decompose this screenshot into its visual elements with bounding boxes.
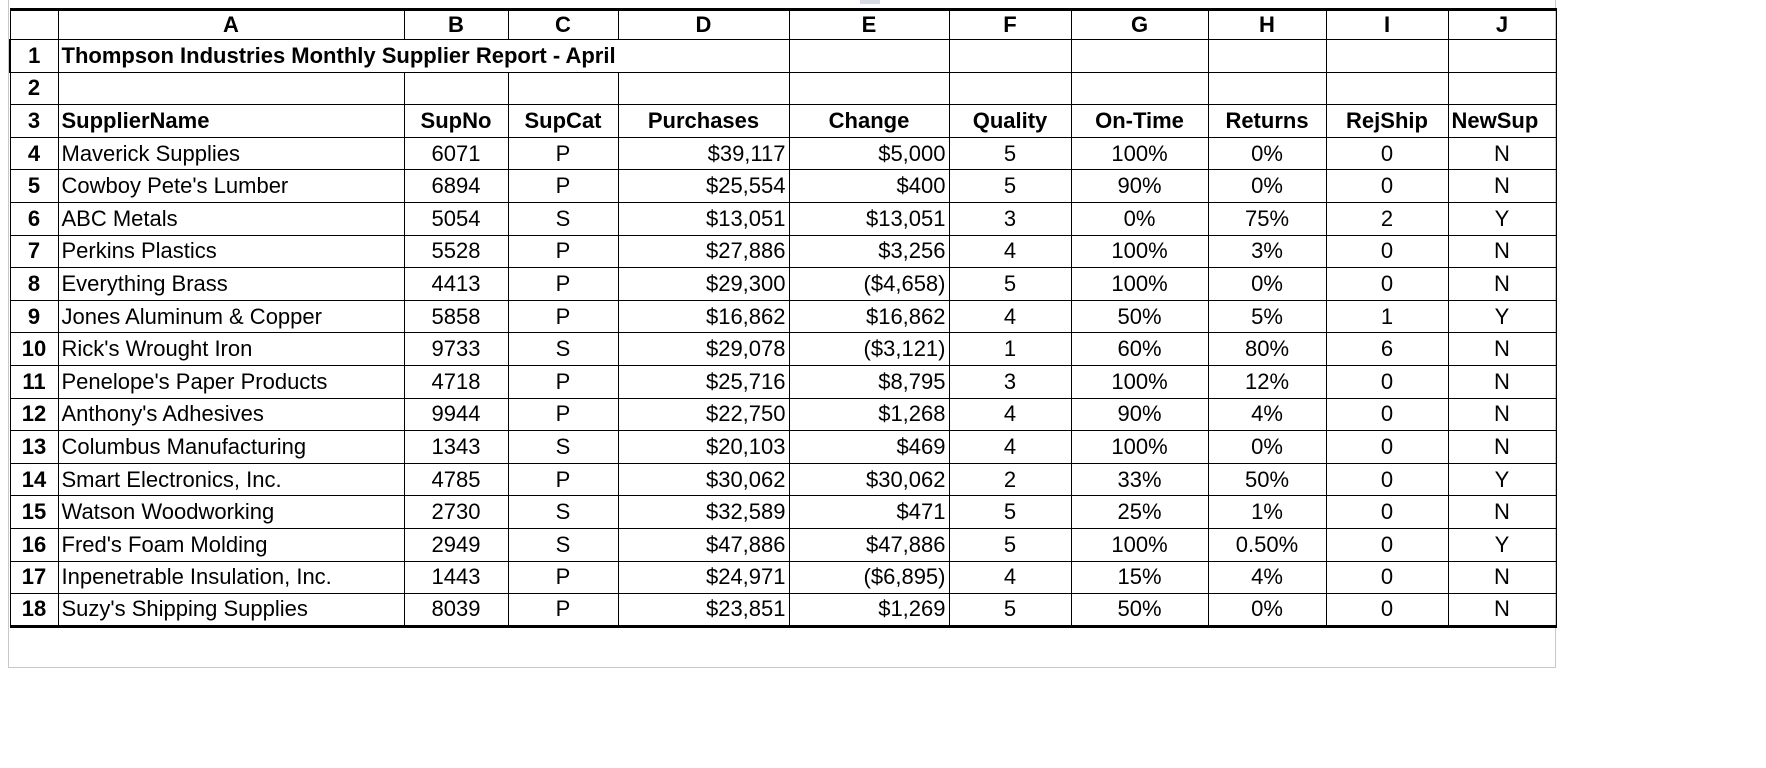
row-header[interactable]: 16 [10, 528, 58, 561]
table-cell[interactable] [949, 40, 1071, 73]
table-cell[interactable]: 33% [1071, 463, 1208, 496]
row-header[interactable]: 17 [10, 561, 58, 594]
header-row [10, 105, 1556, 138]
table-cell[interactable]: 4 [949, 398, 1071, 431]
table-cell[interactable]: N [1448, 594, 1556, 627]
table-cell[interactable]: 5858 [404, 300, 508, 333]
row-header[interactable]: 11 [10, 365, 58, 398]
table-cell[interactable]: Inpenetrable Insulation, Inc. [58, 561, 404, 594]
table-cell[interactable]: 1343 [404, 431, 508, 464]
table-cell[interactable]: Y [1448, 528, 1556, 561]
table-cell[interactable]: 12% [1208, 365, 1326, 398]
table-cell[interactable]: 8039 [404, 594, 508, 627]
table-cell[interactable]: Cowboy Pete's Lumber [58, 170, 404, 203]
table-cell[interactable]: 9733 [404, 333, 508, 366]
table-cell[interactable]: 4% [1208, 398, 1326, 431]
table-cell[interactable]: S [508, 431, 618, 464]
table-cell[interactable]: 4 [949, 561, 1071, 594]
table-cell[interactable]: 6894 [404, 170, 508, 203]
table-cell[interactable]: P [508, 398, 618, 431]
table-cell[interactable]: 0% [1208, 137, 1326, 170]
table-cell[interactable]: 5 [949, 496, 1071, 529]
table-row [10, 268, 1556, 301]
table-cell[interactable]: $24,971 [618, 561, 789, 594]
table-cell[interactable]: 4 [949, 431, 1071, 464]
window-tab-marker [860, 0, 880, 4]
table-cell[interactable]: $32,589 [618, 496, 789, 529]
column-header[interactable]: A [58, 10, 404, 40]
row-header[interactable]: 2 [10, 72, 58, 105]
row-header[interactable]: 9 [10, 300, 58, 333]
table-cell[interactable]: $25,554 [618, 170, 789, 203]
table-cell[interactable]: $29,078 [618, 333, 789, 366]
table-cell[interactable] [508, 72, 618, 105]
table-cell[interactable]: 5 [949, 594, 1071, 627]
table-cell[interactable]: 0 [1326, 528, 1448, 561]
table-cell[interactable] [1071, 40, 1208, 73]
table-cell[interactable]: 4% [1208, 561, 1326, 594]
table-row [10, 300, 1556, 333]
table-cell[interactable]: $39,117 [618, 137, 789, 170]
table-cell[interactable]: $469 [789, 431, 949, 464]
table-row [10, 496, 1556, 529]
table-cell[interactable] [404, 72, 508, 105]
table-cell[interactable]: Rick's Wrought Iron [58, 333, 404, 366]
table-cell[interactable]: Maverick Supplies [58, 137, 404, 170]
table-cell[interactable]: $23,851 [618, 594, 789, 627]
table-cell[interactable]: 0 [1326, 365, 1448, 398]
table-cell[interactable]: 0 [1326, 431, 1448, 464]
table-cell[interactable]: S [508, 202, 618, 235]
table-cell[interactable]: P [508, 365, 618, 398]
table-cell[interactable] [58, 72, 404, 105]
row-header[interactable]: 5 [10, 170, 58, 203]
header-cell[interactable]: Purchases [618, 105, 789, 138]
table-cell[interactable]: $8,795 [789, 365, 949, 398]
table-cell[interactable]: 5% [1208, 300, 1326, 333]
table-cell[interactable]: 100% [1071, 365, 1208, 398]
table-cell[interactable]: 50% [1071, 300, 1208, 333]
table-cell[interactable] [789, 40, 949, 73]
table-cell[interactable]: ABC Metals [58, 202, 404, 235]
table-row [10, 170, 1556, 203]
table-cell[interactable]: P [508, 594, 618, 627]
table-cell[interactable]: N [1448, 235, 1556, 268]
table-cell[interactable] [1071, 72, 1208, 105]
table-cell[interactable]: 5 [949, 268, 1071, 301]
table-cell[interactable]: ($6,895) [789, 561, 949, 594]
header-cell[interactable]: Quality [949, 105, 1071, 138]
table-cell[interactable]: 5528 [404, 235, 508, 268]
table-cell[interactable]: $27,886 [618, 235, 789, 268]
table-cell[interactable]: $13,051 [618, 202, 789, 235]
row-header[interactable]: 3 [10, 105, 58, 138]
table-cell[interactable]: 4 [949, 235, 1071, 268]
table-cell[interactable]: $25,716 [618, 365, 789, 398]
row-header[interactable]: 8 [10, 268, 58, 301]
table-cell[interactable]: P [508, 137, 618, 170]
table-cell[interactable]: 0 [1326, 398, 1448, 431]
row-header[interactable]: 12 [10, 398, 58, 431]
table-cell[interactable]: 2949 [404, 528, 508, 561]
column-header[interactable]: F [949, 10, 1071, 40]
table-cell[interactable]: $1,269 [789, 594, 949, 627]
table-cell[interactable]: N [1448, 561, 1556, 594]
table-cell[interactable]: 15% [1071, 561, 1208, 594]
table-cell[interactable]: 2 [949, 463, 1071, 496]
table-cell[interactable]: P [508, 268, 618, 301]
table-cell[interactable]: 0% [1208, 594, 1326, 627]
row-header[interactable]: 13 [10, 431, 58, 464]
table-cell[interactable]: 80% [1208, 333, 1326, 366]
table-cell[interactable]: $47,886 [789, 528, 949, 561]
table-cell[interactable] [1326, 40, 1448, 73]
table-cell[interactable]: 0% [1208, 170, 1326, 203]
table-row [10, 202, 1556, 235]
table-cell[interactable]: $29,300 [618, 268, 789, 301]
table-cell[interactable]: 6 [1326, 333, 1448, 366]
table-cell[interactable]: Y [1448, 463, 1556, 496]
table-cell[interactable] [949, 72, 1071, 105]
row-header[interactable]: 4 [10, 137, 58, 170]
row-header[interactable]: 15 [10, 496, 58, 529]
table-cell[interactable]: N [1448, 431, 1556, 464]
table-cell[interactable]: Anthony's Adhesives [58, 398, 404, 431]
table-cell[interactable]: $30,062 [789, 463, 949, 496]
row-header[interactable]: 6 [10, 202, 58, 235]
table-cell[interactable]: 0 [1326, 235, 1448, 268]
table-cell[interactable]: Y [1448, 300, 1556, 333]
table-cell[interactable]: 0 [1326, 268, 1448, 301]
column-header[interactable]: H [1208, 10, 1326, 40]
select-all-corner[interactable] [10, 10, 58, 40]
column-header[interactable]: C [508, 10, 618, 40]
table-cell[interactable]: 60% [1071, 333, 1208, 366]
report-title-cell[interactable]: Thompson Industries Monthly Supplier Report - April [58, 40, 789, 73]
table-cell[interactable]: 1% [1208, 496, 1326, 529]
table-cell[interactable]: $471 [789, 496, 949, 529]
table-cell[interactable]: P [508, 463, 618, 496]
column-header[interactable]: D [618, 10, 789, 40]
table-cell[interactable]: $16,862 [789, 300, 949, 333]
table-cell[interactable]: Watson Woodworking [58, 496, 404, 529]
table-cell[interactable]: P [508, 235, 618, 268]
table-cell[interactable]: 0% [1208, 431, 1326, 464]
table-cell[interactable]: 0% [1071, 202, 1208, 235]
table-row [10, 463, 1556, 496]
table-cell[interactable]: Penelope's Paper Products [58, 365, 404, 398]
table-cell[interactable]: 5054 [404, 202, 508, 235]
row-header[interactable]: 1 [10, 40, 58, 73]
table-cell[interactable]: N [1448, 496, 1556, 529]
table-cell[interactable]: 5 [949, 528, 1071, 561]
table-cell[interactable]: 4 [949, 300, 1071, 333]
table-cell[interactable]: $20,103 [618, 431, 789, 464]
table-cell[interactable]: $400 [789, 170, 949, 203]
table-row [10, 333, 1556, 366]
table-cell[interactable]: 3 [949, 202, 1071, 235]
table-row [10, 561, 1556, 594]
table-cell[interactable]: N [1448, 333, 1556, 366]
table-cell[interactable]: P [508, 170, 618, 203]
table-cell[interactable]: N [1448, 398, 1556, 431]
header-cell[interactable]: SupplierName [58, 105, 404, 138]
column-header[interactable]: B [404, 10, 508, 40]
table-cell[interactable] [1208, 72, 1326, 105]
row-header[interactable]: 7 [10, 235, 58, 268]
row-header[interactable]: 18 [10, 594, 58, 627]
table-cell[interactable]: P [508, 561, 618, 594]
table-cell[interactable]: 0 [1326, 170, 1448, 203]
table-cell[interactable]: Smart Electronics, Inc. [58, 463, 404, 496]
table-cell[interactable] [1448, 72, 1556, 105]
column-header[interactable]: G [1071, 10, 1208, 40]
table-cell[interactable]: 4413 [404, 268, 508, 301]
table-cell[interactable]: 100% [1071, 431, 1208, 464]
table-cell[interactable]: 0.50% [1208, 528, 1326, 561]
table-cell[interactable] [1326, 72, 1448, 105]
table-row [10, 431, 1556, 464]
table-cell[interactable] [1208, 40, 1326, 73]
table-cell[interactable]: ($3,121) [789, 333, 949, 366]
column-header[interactable]: E [789, 10, 949, 40]
table-cell[interactable] [618, 72, 789, 105]
table-cell[interactable]: Everything Brass [58, 268, 404, 301]
table-cell[interactable]: $3,256 [789, 235, 949, 268]
header-cell[interactable]: On-Time [1071, 105, 1208, 138]
table-cell[interactable]: 2 [1326, 202, 1448, 235]
table-cell[interactable]: Perkins Plastics [58, 235, 404, 268]
table-cell[interactable]: 25% [1071, 496, 1208, 529]
table-cell[interactable]: 90% [1071, 170, 1208, 203]
table-cell[interactable]: Suzy's Shipping Supplies [58, 594, 404, 627]
table-cell[interactable]: $13,051 [789, 202, 949, 235]
table-cell[interactable]: $30,062 [618, 463, 789, 496]
table-cell[interactable]: N [1448, 137, 1556, 170]
table-cell[interactable]: 100% [1071, 137, 1208, 170]
table-cell[interactable]: Fred's Foam Molding [58, 528, 404, 561]
table-cell[interactable]: 3 [949, 365, 1071, 398]
table-row [10, 528, 1556, 561]
header-cell[interactable]: RejShip [1326, 105, 1448, 138]
table-cell[interactable]: 9944 [404, 398, 508, 431]
table-cell[interactable]: 0 [1326, 561, 1448, 594]
table-cell[interactable]: Jones Aluminum & Copper [58, 300, 404, 333]
table-cell[interactable]: Y [1448, 202, 1556, 235]
table-cell[interactable]: N [1448, 170, 1556, 203]
table-row [10, 40, 1556, 73]
column-header[interactable]: J [1448, 10, 1556, 40]
header-cell[interactable]: SupNo [404, 105, 508, 138]
table-cell[interactable] [1448, 40, 1556, 73]
table-row [10, 72, 1556, 105]
table-cell[interactable]: 0 [1326, 463, 1448, 496]
header-cell[interactable]: Returns [1208, 105, 1326, 138]
table-cell[interactable]: 0 [1326, 594, 1448, 627]
row-header[interactable]: 14 [10, 463, 58, 496]
column-header-row [10, 10, 1556, 40]
table-cell[interactable]: 1 [1326, 300, 1448, 333]
table-cell[interactable]: 50% [1071, 594, 1208, 627]
header-cell[interactable]: SupCat [508, 105, 618, 138]
table-cell[interactable]: P [508, 300, 618, 333]
table-cell[interactable]: 5 [949, 170, 1071, 203]
table-cell[interactable]: 4718 [404, 365, 508, 398]
table-cell[interactable]: $22,750 [618, 398, 789, 431]
table-row [10, 594, 1556, 627]
table-cell[interactable]: S [508, 333, 618, 366]
table-row [10, 365, 1556, 398]
table-cell[interactable]: 0 [1326, 496, 1448, 529]
row-header[interactable]: 10 [10, 333, 58, 366]
table-cell[interactable]: 3% [1208, 235, 1326, 268]
table-cell[interactable]: 4785 [404, 463, 508, 496]
table-cell[interactable] [789, 72, 949, 105]
column-header[interactable]: I [1326, 10, 1448, 40]
header-cell[interactable]: Change [789, 105, 949, 138]
table-cell[interactable]: 2730 [404, 496, 508, 529]
table-cell[interactable]: S [508, 496, 618, 529]
table-cell[interactable]: 1443 [404, 561, 508, 594]
table-cell[interactable]: 75% [1208, 202, 1326, 235]
table-cell[interactable]: 0% [1208, 268, 1326, 301]
table-cell[interactable]: 50% [1208, 463, 1326, 496]
table-cell[interactable]: $5,000 [789, 137, 949, 170]
table-cell[interactable]: 5 [949, 137, 1071, 170]
header-cell[interactable]: NewSup [1448, 105, 1556, 138]
table-cell[interactable]: 100% [1071, 268, 1208, 301]
table-cell[interactable]: ($4,658) [789, 268, 949, 301]
table-cell[interactable]: $47,886 [618, 528, 789, 561]
table-cell[interactable]: N [1448, 365, 1556, 398]
table-cell[interactable]: $16,862 [618, 300, 789, 333]
table-cell[interactable]: 100% [1071, 235, 1208, 268]
table-cell[interactable]: N [1448, 268, 1556, 301]
table-cell[interactable]: 100% [1071, 528, 1208, 561]
table-row [10, 398, 1556, 431]
table-cell[interactable]: 1 [949, 333, 1071, 366]
table-cell[interactable]: S [508, 528, 618, 561]
table-cell[interactable]: 6071 [404, 137, 508, 170]
table-row [10, 137, 1556, 170]
table-cell[interactable]: 90% [1071, 398, 1208, 431]
table-row [10, 235, 1556, 268]
table-cell[interactable]: $1,268 [789, 398, 949, 431]
table-cell[interactable]: Columbus Manufacturing [58, 431, 404, 464]
table-cell[interactable]: 0 [1326, 137, 1448, 170]
spreadsheet-grid [9, 8, 1557, 628]
